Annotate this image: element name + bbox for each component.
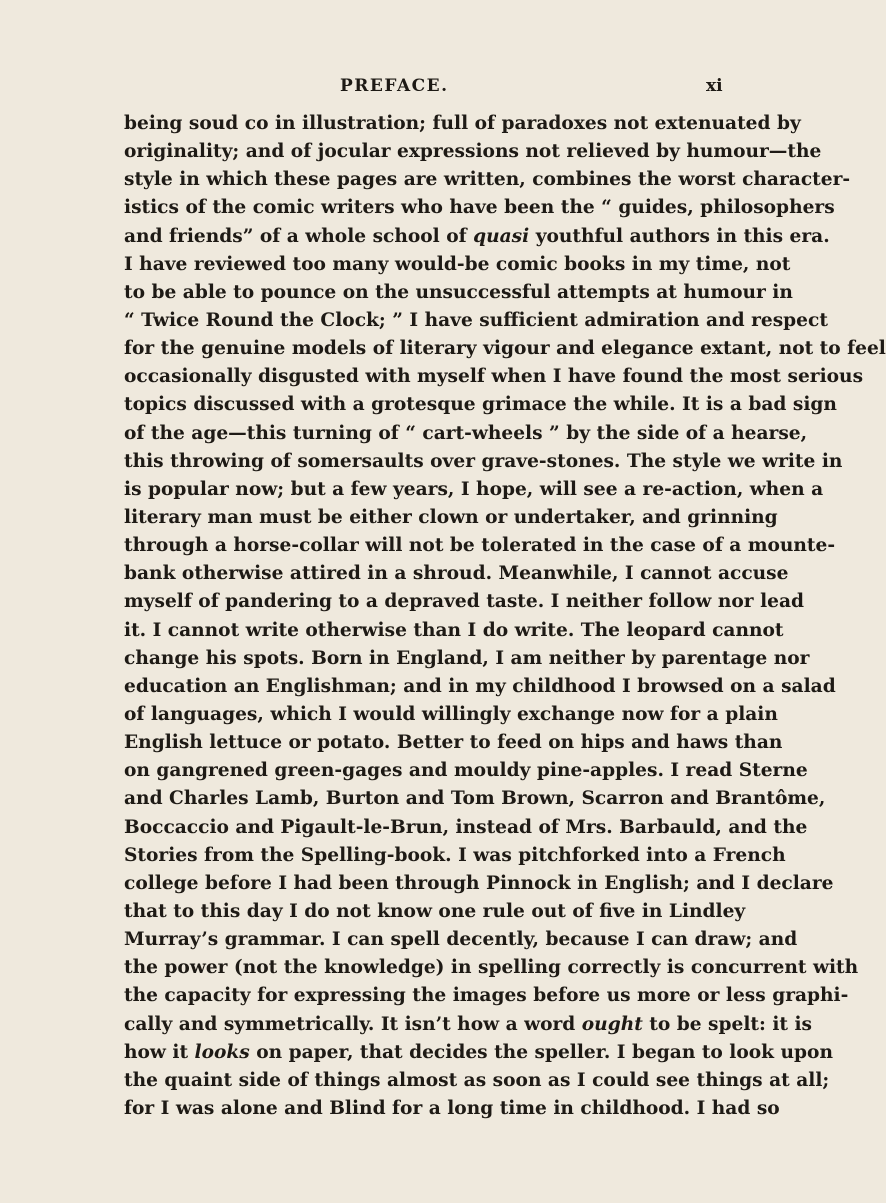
text-segment: it. I cannot write otherwise than I do write. The leopard cannot xyxy=(124,619,784,641)
text-line xyxy=(124,1067,830,1095)
text-line xyxy=(124,814,808,842)
text-segment: Boccaccio and Pigault-le-Brun, instead of Mrs. Barbauld, and the xyxy=(124,816,808,838)
text-line xyxy=(124,532,836,560)
text-segment: Stories from the Spelling-book. I was pitchforked into a French xyxy=(124,844,786,866)
text-segment: on paper, that decides the speller. I began to look upon xyxy=(249,1041,833,1063)
text-segment: that to this day I do not know one rule out of five in Lindley xyxy=(124,900,746,922)
text-line xyxy=(124,391,837,419)
text-line xyxy=(124,251,791,279)
body-text xyxy=(124,110,886,1123)
text-segment: for the genuine models of literary vigour and elegance extant, not to feel xyxy=(124,338,886,360)
text-segment: to be spelt: it is xyxy=(642,1013,812,1035)
text-line xyxy=(124,504,778,532)
text-line xyxy=(124,335,886,363)
text-segment: college before I had been through Pinnock in English; and I declare xyxy=(124,872,834,894)
text-segment: youthful authors in this era. xyxy=(529,225,830,247)
text-segment: myself of pandering to a depraved taste. I neither follow nor lead xyxy=(124,591,805,613)
text-line xyxy=(124,842,786,870)
text-segment: English lettuce or potato. Better to feed on hips and haws than xyxy=(124,732,783,754)
text-line xyxy=(124,307,828,335)
text-segment: bank otherwise attired in a shroud. Meanwhile, I cannot accuse xyxy=(124,563,789,585)
text-segment: cally and symmetrically. It isn’t how a word xyxy=(124,1013,582,1035)
text-line xyxy=(124,617,784,645)
text-line xyxy=(124,898,746,926)
text-line xyxy=(124,476,824,504)
text-line xyxy=(124,645,810,673)
text-segment: is popular now; but a few years, I hope, will see a re-action, when a xyxy=(124,478,824,500)
text-line xyxy=(124,1011,812,1039)
text-line xyxy=(124,110,801,138)
text-segment: how it xyxy=(124,1041,195,1063)
text-segment: to be able to pounce on the unsuccessful attempts at humour in xyxy=(124,281,793,303)
text-segment: education an Englishman; and in my childhood I browsed on a salad xyxy=(124,675,836,697)
text-segment: the quaint side of things almost as soon as I could see things at all; xyxy=(124,1069,830,1091)
text-line xyxy=(124,729,783,757)
text-line xyxy=(124,420,808,448)
text-line xyxy=(124,870,834,898)
text-line xyxy=(124,1039,833,1067)
text-segment: I have reviewed too many would-be comic books in my time, not xyxy=(124,253,791,275)
text-segment: literary man must be either clown or undertaker, and grinning xyxy=(124,506,778,528)
text-segment: ought xyxy=(581,1013,643,1035)
text-line xyxy=(124,588,805,616)
running-head xyxy=(0,76,800,106)
text-line xyxy=(124,982,849,1010)
text-segment: “ Twice Round the Clock; ” I have sufficient admiration and respect xyxy=(124,309,828,331)
text-segment: being soud co in illustration; full of paradoxes not extenuated by xyxy=(124,113,801,134)
text-line xyxy=(124,673,836,701)
text-segment: and Charles Lamb, Burton and Tom Brown, Scarron and Brantôme, xyxy=(124,788,826,810)
text-segment: of languages, which I would willingly exchange now for a plain xyxy=(124,703,778,725)
text-line xyxy=(124,954,859,982)
text-segment: and friends” of a whole school of xyxy=(124,225,474,247)
text-line xyxy=(124,194,835,222)
text-segment: the power (not the knowledge) in spelling correctly is concurrent with xyxy=(124,957,859,979)
text-line xyxy=(124,1095,780,1123)
text-line xyxy=(124,926,798,954)
text-segment: istics of the comic writers who have been the “ guides, philosophers xyxy=(124,197,835,219)
text-line xyxy=(124,757,808,785)
text-segment: change his spots. Born in England, I am neither by parentage nor xyxy=(124,647,810,669)
running-title: PREFACE. xyxy=(340,76,449,96)
text-segment: occasionally disgusted with myself when I have found the most serious xyxy=(124,366,864,388)
page-number: xi xyxy=(706,76,723,96)
text-line xyxy=(124,785,826,813)
text-segment: looks xyxy=(194,1041,250,1063)
text-segment: quasi xyxy=(473,225,530,247)
text-line xyxy=(124,560,789,588)
text-line xyxy=(124,701,778,729)
text-segment: of the age—this turning of “ cart-wheels ” by the side of a hearse, xyxy=(124,422,808,444)
text-line xyxy=(124,279,793,307)
text-segment: this throwing of somersaults over grave-stones. The style we write in xyxy=(124,450,843,472)
text-segment: on gangrened green-gages and mouldy pine-apples. I read Sterne xyxy=(124,760,808,782)
text-line xyxy=(124,166,851,194)
text-line xyxy=(124,223,830,251)
text-segment: originality; and of jocular expressions not relieved by humour—the xyxy=(124,141,822,163)
text-segment: style in which these pages are written, combines the worst character- xyxy=(124,169,851,191)
text-segment: the capacity for expressing the images before us more or less graphi- xyxy=(124,985,849,1007)
text-segment: topics discussed with a grotesque grimace the while. It is a bad sign xyxy=(124,394,837,416)
text-segment: for I was alone and Blind for a long time in childhood. I had so xyxy=(124,1097,780,1119)
text-segment: through a horse-collar will not be tolerated in the case of a mounte- xyxy=(124,535,836,557)
text-line xyxy=(124,138,822,166)
text-segment: Murray’s grammar. I can spell decently, because I can draw; and xyxy=(124,929,798,951)
text-line xyxy=(124,363,864,391)
text-line xyxy=(124,448,843,476)
